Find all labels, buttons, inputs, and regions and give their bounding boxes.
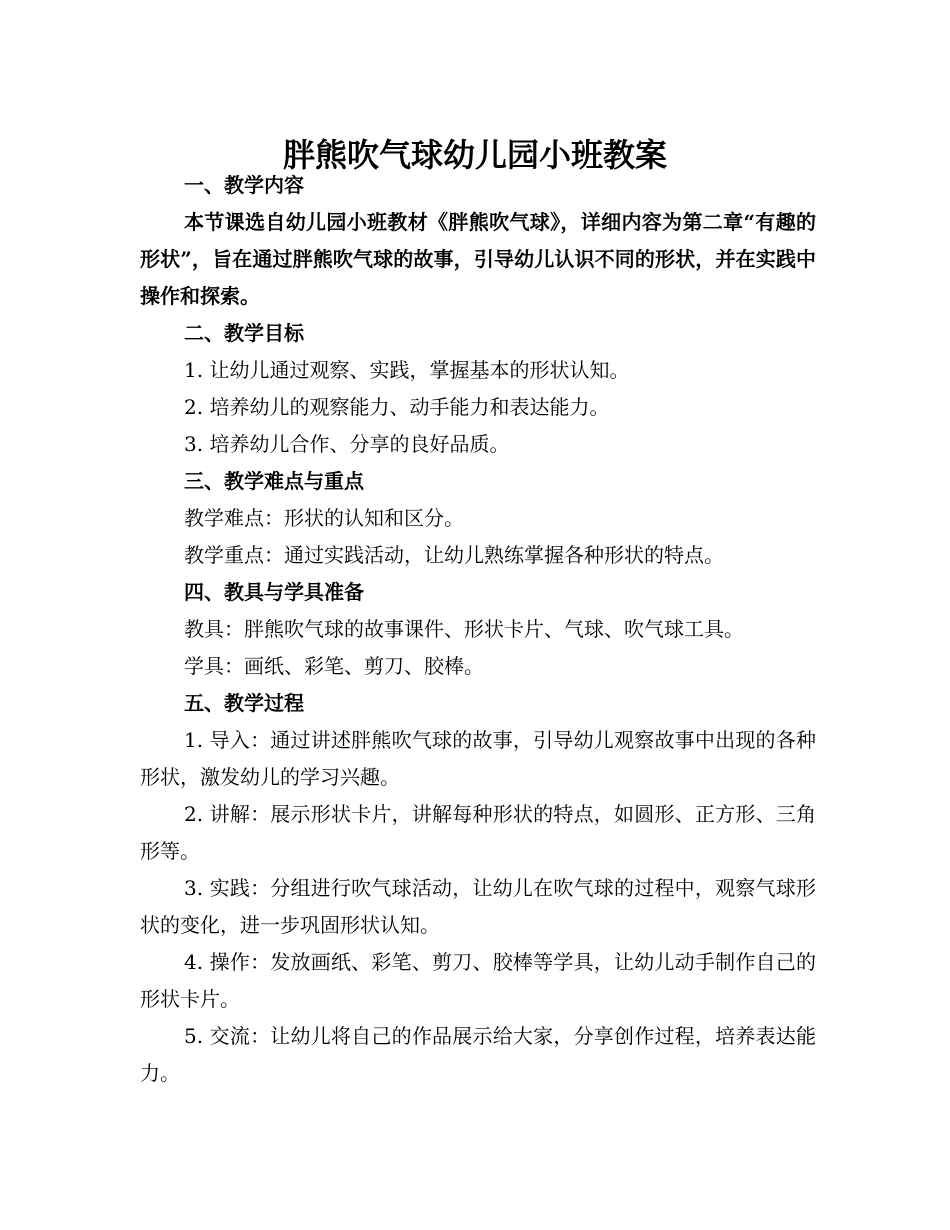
learning-tools-paragraph: 学具：画纸、彩笔、剪刀、胶棒。 xyxy=(184,654,484,678)
section-heading-key-points: 三、教学难点与重点 xyxy=(184,469,364,493)
process-step: 4. 操作：发放画纸、彩笔、剪刀、胶棒等学具，让幼儿动手制作自己的形状卡片。 xyxy=(140,950,816,1011)
content-paragraph: 本节课选自幼儿园小班教材《胖熊吹气球》，详细内容为第二章“有趣的形状”，旨在通过胖熊吹气球的故事，引导幼儿认识不同的形状，并在实践中操作和探索。 xyxy=(140,210,816,308)
process-step: 3. 实践：分组进行吹气球活动，让幼儿在吹气球的过程中，观察气球形状的变化，进一步巩固形状认知。 xyxy=(140,876,816,937)
difficulty-paragraph: 教学难点：形状的认知和区分。 xyxy=(184,506,464,530)
process-step: 2. 讲解：展示形状卡片，讲解每种形状的特点，如圆形、正方形、三角形等。 xyxy=(140,802,816,863)
section-heading-materials: 四、教具与学具准备 xyxy=(184,580,364,604)
objective-item: 3. 培养幼儿合作、分享的良好品质。 xyxy=(184,432,510,456)
process-step: 1. 导入：通过讲述胖熊吹气球的故事，引导幼儿观察故事中出现的各种形状，激发幼儿的学习兴趣。 xyxy=(140,728,816,789)
key-point-paragraph: 教学重点：通过实践活动，让幼儿熟练掌握各种形状的特点。 xyxy=(184,543,724,567)
objective-item: 1. 让幼儿通过观察、实践，掌握基本的形状认知。 xyxy=(184,358,630,382)
section-heading-content: 一、教学内容 xyxy=(184,173,304,197)
document-body xyxy=(140,167,816,1092)
section-heading-objectives: 二、教学目标 xyxy=(184,321,304,345)
teaching-aids-paragraph: 教具：胖熊吹气球的故事课件、形状卡片、气球、吹气球工具。 xyxy=(184,617,744,641)
document-title: 胖熊吹气球幼儿园小班教案 xyxy=(282,136,667,175)
section-heading-process: 五、教学过程 xyxy=(184,691,304,715)
process-step: 5. 交流：让幼儿将自己的作品展示给大家，分享创作过程，培养表达能力。 xyxy=(140,1024,816,1085)
objective-item: 2. 培养幼儿的观察能力、动手能力和表达能力。 xyxy=(184,395,610,419)
